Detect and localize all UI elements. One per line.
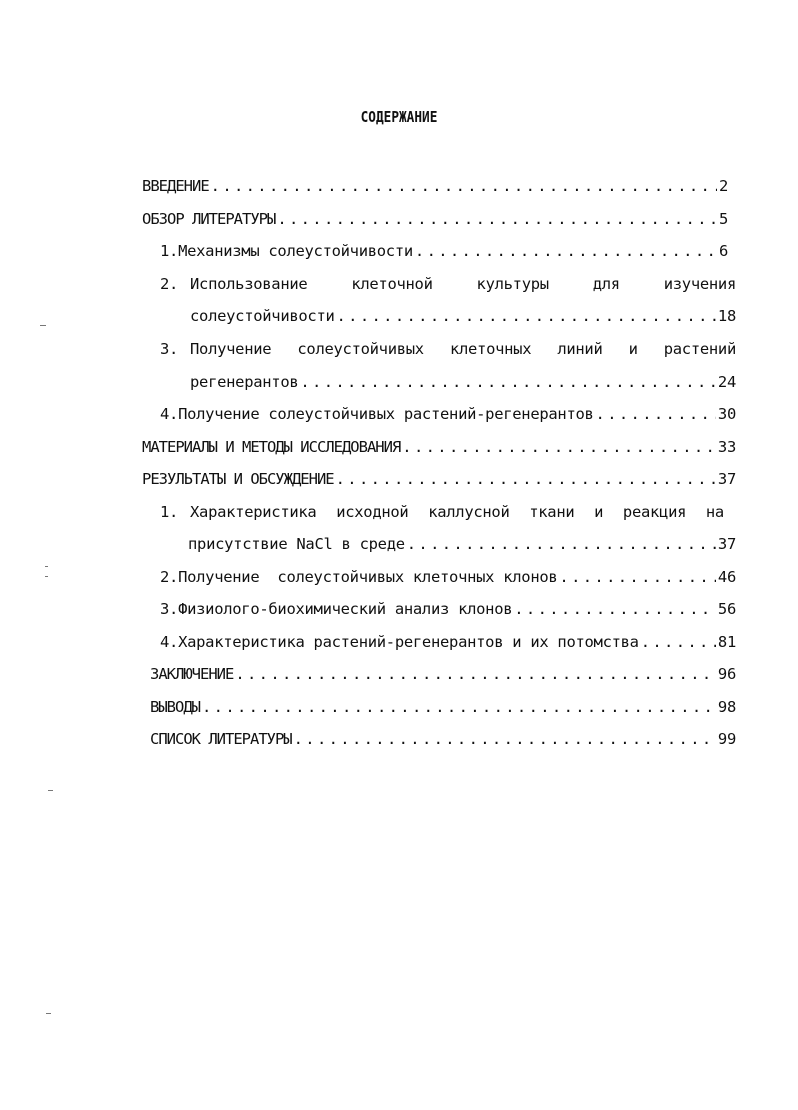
toc-word: для bbox=[592, 275, 620, 293]
toc-page-number: 96 bbox=[717, 665, 736, 683]
toc-entry-review-3-line2 bbox=[190, 372, 736, 392]
toc-entry-label: РЕЗУЛЬТАТЫ И ОБСУЖДЕНИЕ bbox=[142, 470, 334, 488]
toc-entry-review-3-line1 bbox=[160, 339, 736, 359]
toc-word: изучения bbox=[663, 275, 736, 293]
toc-entry-methods bbox=[142, 437, 736, 457]
leader-dots bbox=[300, 372, 716, 392]
toc-entry-number: 4. bbox=[160, 633, 179, 651]
toc-word: исходной bbox=[336, 503, 409, 521]
toc-page-number: 56 bbox=[717, 600, 736, 618]
leader-dots bbox=[277, 209, 717, 229]
toc-entry-label: присутствие NaCl в среде bbox=[188, 535, 405, 553]
toc-entry-number: 3. bbox=[160, 340, 179, 358]
toc-entry-number: 1. bbox=[160, 242, 179, 260]
toc-entry-number: 3. bbox=[160, 600, 179, 618]
toc-page-number: 5 bbox=[718, 210, 728, 228]
toc-entry-results-3 bbox=[160, 599, 736, 619]
toc-entry-references bbox=[150, 729, 736, 749]
leader-dots bbox=[211, 176, 717, 196]
toc-word: клеточной bbox=[351, 275, 433, 293]
toc-word: растений bbox=[663, 340, 736, 358]
toc-entry-label: регенерантов bbox=[190, 373, 299, 391]
toc-entry-results-1-line2 bbox=[188, 534, 736, 554]
toc-entry-label: ОБЗОР ЛИТЕРАТУРЫ bbox=[142, 210, 276, 228]
toc-page-number: 30 bbox=[717, 405, 736, 423]
toc-entry-results bbox=[142, 469, 736, 489]
toc-entry-number: 4. bbox=[160, 405, 179, 423]
leader-dots bbox=[559, 567, 716, 587]
scan-speck bbox=[40, 325, 46, 326]
scan-speck bbox=[48, 790, 53, 791]
toc-entry-label: ВВЕДЕНИЕ bbox=[142, 177, 209, 195]
scan-speck bbox=[46, 1013, 51, 1014]
leader-dots bbox=[415, 241, 717, 261]
toc-word: на bbox=[705, 503, 724, 521]
toc-entry-label: ЗАКЛЮЧЕНИЕ bbox=[150, 665, 234, 683]
toc-entry-results-4 bbox=[160, 632, 736, 652]
page-title: СОДЕРЖАНИЕ bbox=[360, 108, 438, 126]
toc-entry-number: 2. bbox=[160, 275, 179, 293]
toc-word: солеустойчивых bbox=[297, 340, 424, 358]
leader-dots bbox=[337, 306, 716, 326]
toc-entry-conclusion bbox=[150, 664, 736, 684]
toc-entry-label: Физиолого-биохимический анализ клонов bbox=[178, 600, 513, 618]
toc-page-number: 33 bbox=[717, 438, 736, 456]
toc-entry-label: Механизмы солеустойчивости bbox=[178, 242, 413, 260]
toc-entry-results-1-line1 bbox=[160, 502, 724, 522]
leader-dots bbox=[336, 469, 716, 489]
toc-entry-label: Получение солеустойчивых растений-регенерантов bbox=[178, 405, 594, 423]
toc-entry-review bbox=[142, 209, 728, 229]
scan-speck bbox=[45, 576, 48, 577]
toc-page-number: 46 bbox=[717, 568, 736, 586]
toc-page-number: 18 bbox=[717, 307, 736, 325]
leader-dots bbox=[202, 697, 716, 717]
toc-word: культуры bbox=[476, 275, 549, 293]
toc-word: линий bbox=[557, 340, 603, 358]
leader-dots bbox=[235, 664, 716, 684]
toc-entry-label: солеустойчивости bbox=[190, 307, 335, 325]
toc-word: клеточных bbox=[449, 340, 532, 358]
toc-entry-label: СПИСОК ЛИТЕРАТУРЫ bbox=[150, 730, 292, 748]
toc-entry-label: МАТЕРИАЛЫ И МЕТОДЫ ИССЛЕДОВАНИЯ bbox=[142, 438, 401, 456]
leader-dots bbox=[641, 632, 716, 652]
leader-dots bbox=[294, 729, 716, 749]
toc-entry-label: Получение солеустойчивых клеточных клонов bbox=[178, 568, 558, 586]
toc-word: Получение bbox=[190, 340, 272, 358]
toc-entry-review-1 bbox=[160, 241, 728, 261]
toc-entry-results-2 bbox=[160, 567, 736, 587]
toc-page-number: 99 bbox=[717, 730, 736, 748]
toc-page-number: 81 bbox=[717, 633, 736, 651]
leader-dots bbox=[402, 437, 716, 457]
leader-dots bbox=[514, 599, 716, 619]
toc-entry-review-2-line1 bbox=[160, 274, 736, 294]
toc-page-number: 24 bbox=[717, 373, 736, 391]
scan-speck bbox=[45, 566, 48, 567]
toc-word: и bbox=[628, 340, 638, 358]
leader-dots bbox=[596, 404, 716, 424]
toc-page-number: 6 bbox=[718, 242, 728, 260]
toc-page-number: 98 bbox=[717, 698, 736, 716]
toc-word: ткани bbox=[529, 503, 575, 521]
toc-word: Использование bbox=[190, 275, 308, 293]
toc-page-number: 2 bbox=[718, 177, 728, 195]
toc-entry-number: 2. bbox=[160, 568, 179, 586]
toc-entry-label: ВЫВОДЫ bbox=[150, 698, 200, 716]
leader-dots bbox=[407, 534, 716, 554]
toc-page-number: 37 bbox=[717, 535, 736, 553]
toc-entry-review-4 bbox=[160, 404, 736, 424]
toc-word: реакция bbox=[622, 503, 687, 521]
toc-word: и bbox=[594, 503, 604, 521]
toc-entry-number: 1. bbox=[160, 503, 179, 521]
toc-entry-review-2-line2 bbox=[190, 306, 736, 326]
toc-word: Характеристика bbox=[190, 503, 317, 521]
toc-entry-findings bbox=[150, 697, 736, 717]
toc-page-number: 37 bbox=[717, 470, 736, 488]
toc-entry-intro bbox=[142, 176, 728, 196]
toc-word: каллусной bbox=[428, 503, 510, 521]
toc-entry-label: Характеристика растений-регенерантов и их потомства bbox=[178, 633, 639, 651]
